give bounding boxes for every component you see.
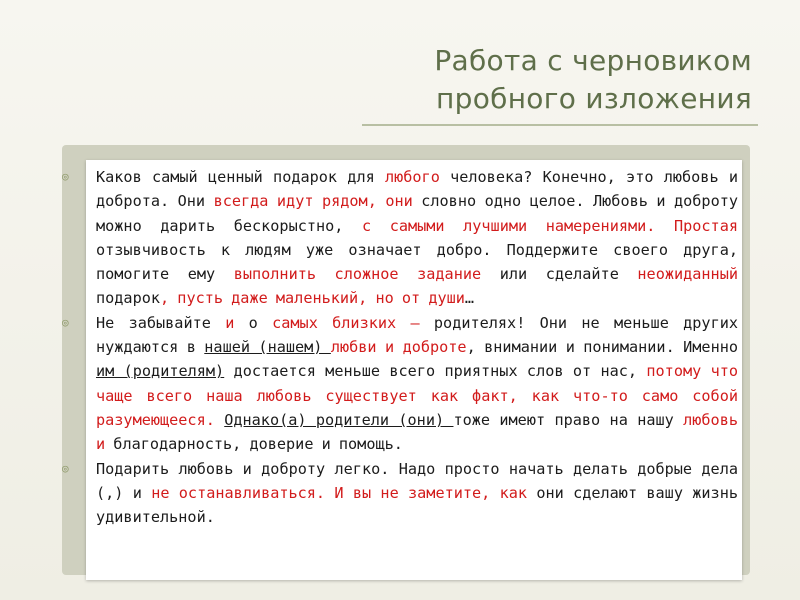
paragraph-text: Каков самый ценный подарок для (96, 168, 385, 186)
paragraph-text: или сделайте (481, 265, 638, 284)
paragraph-text (215, 411, 224, 429)
bullet-paragraph (62, 165, 738, 311)
highlighted-text: всегда идут рядом, они (213, 192, 413, 211)
highlighted-text: , пусть даже маленький, но от души (160, 289, 465, 308)
bullet-list (62, 165, 739, 529)
paragraph-text: родителях! Они не меньше других нуждаются в (96, 313, 739, 357)
title-divider (362, 124, 758, 126)
circle-bullet-icon: ◎ (62, 170, 69, 183)
highlighted-text: неожиданный (637, 265, 738, 284)
paragraph-text: благодарность, доверие и помощь. (105, 435, 403, 454)
underlined-text: Однако(а) родители (они) (224, 410, 454, 429)
paragraph-text: … (464, 289, 475, 308)
highlighted-text: с самыми лучшими намерениями. Простая (362, 216, 738, 235)
bullet-paragraph (62, 457, 738, 530)
highlighted-text: не останавливаться. И вы не заметите, как (151, 483, 528, 502)
highlighted-text: любви и доброте (330, 338, 467, 357)
slide-title-line-2: пробного изложения (436, 82, 752, 115)
paragraph-text: Подарить любовь и доброту легко. Надо просто начать делать добрые дела (,) и (96, 459, 738, 502)
circle-bullet-icon: ◎ (62, 315, 69, 329)
slide-title (232, 42, 752, 118)
highlighted-text: потому что чаще всего наша любовь существует как факт, как что-то само собой разумеющееся. (96, 362, 739, 429)
paragraph-text: тоже имеют право на нашу (453, 410, 684, 429)
paragraph-text: о (234, 313, 273, 332)
circle-bullet-icon: ◎ (62, 461, 69, 475)
paragraph-text: , внимании и понимании. Именно (466, 338, 739, 357)
paragraph-text: достается меньше всего приятных слов от нас, (224, 362, 647, 381)
paragraph-text: они сделают вашу жизнь удивительной. (96, 483, 738, 527)
highlighted-text: любого (384, 168, 440, 186)
paragraph-text: отзывчивость к людям уже означает добро. Поддержите своего друга, помогите ему (96, 240, 738, 284)
slide-title-line-1: Работа с черновиком (434, 44, 752, 77)
paragraph-text: человека? Конечно, это любовь и доброта. Они (96, 168, 738, 211)
paragraph-text: Не забывайте (96, 313, 226, 332)
bullet-paragraph (62, 311, 739, 457)
highlighted-text: и (225, 313, 235, 332)
highlighted-text: самых близких – (272, 313, 434, 332)
underlined-text: им (родителям) (96, 362, 225, 381)
highlighted-text: любовь и (96, 410, 738, 454)
paragraph-text: словно одно целое. Любовь и доброту можно дарить бескорыстно, (96, 192, 738, 235)
underlined-text: нашей (нашем) (204, 338, 331, 357)
highlighted-text: выполнить сложное задание (233, 265, 482, 284)
paragraph-text: подарок (96, 289, 161, 308)
